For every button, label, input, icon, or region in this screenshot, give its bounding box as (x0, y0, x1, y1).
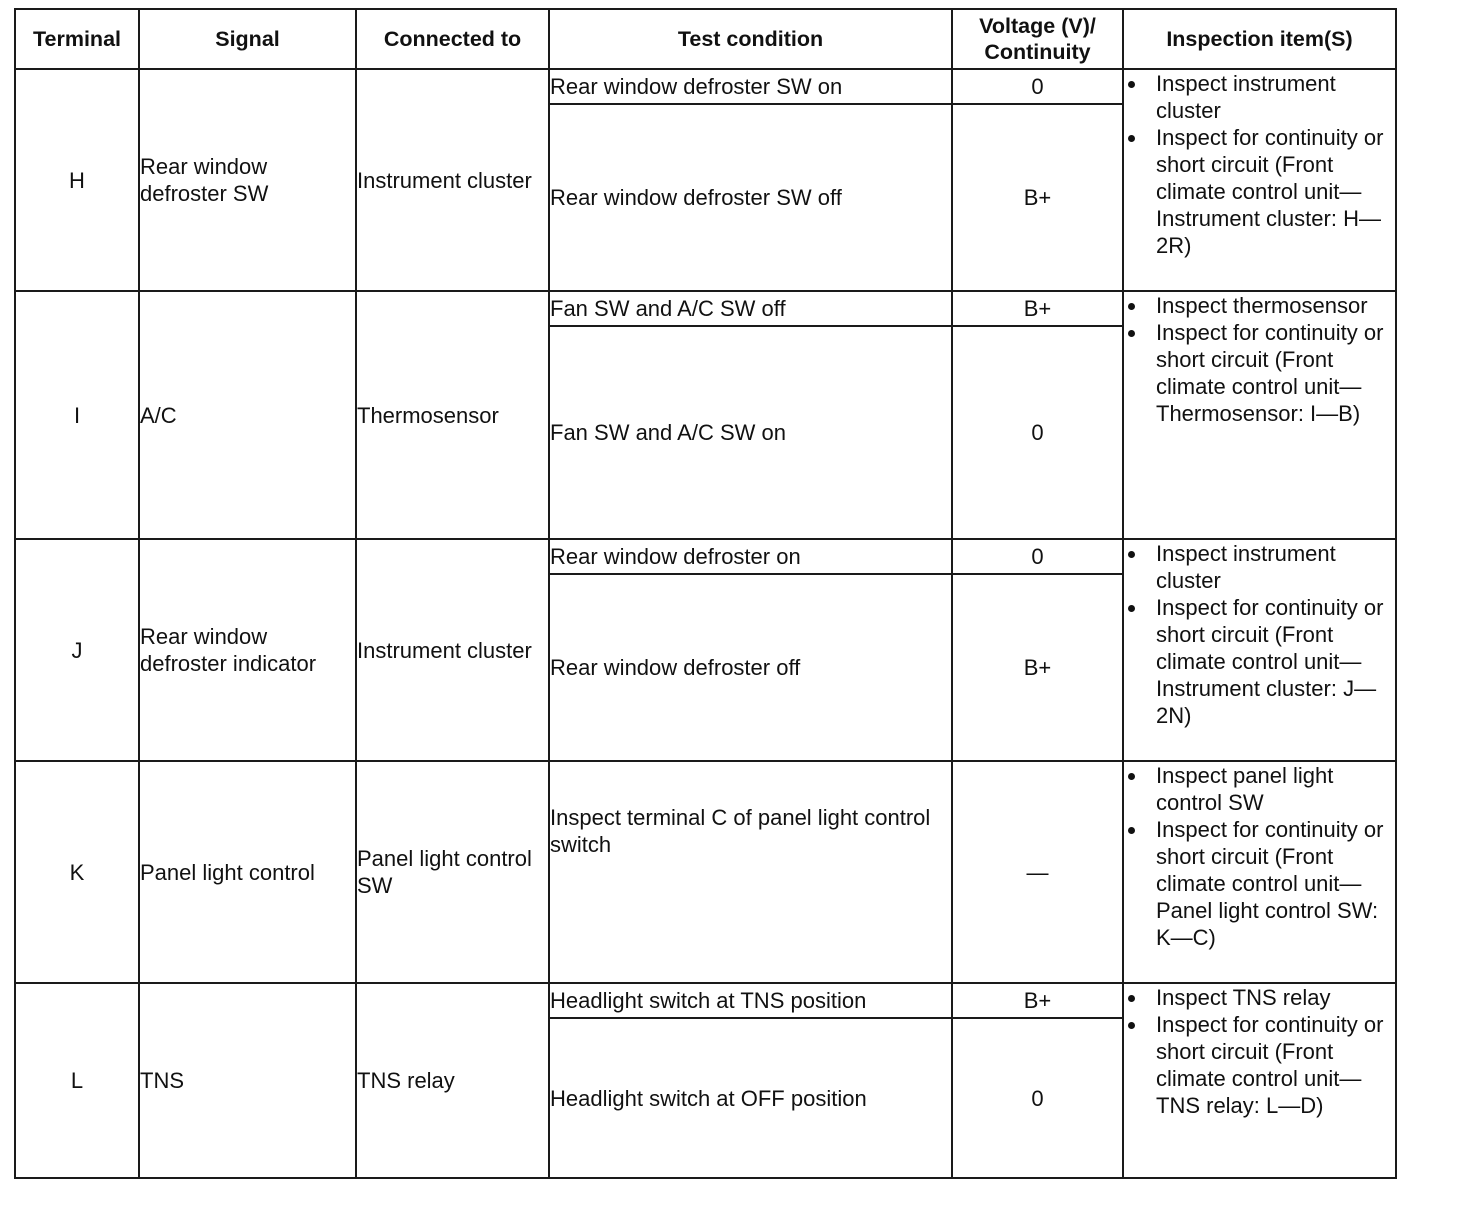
inspection-list (1124, 292, 1395, 427)
test-condition-cell: Fan SW and A/C SW on (549, 326, 952, 539)
voltage-cell: B+ (952, 291, 1123, 326)
table-row (15, 69, 1396, 104)
inspection-item: Inspect for continuity or short circuit (Front climate control unit—Instrument cluster: H—2R) (1124, 124, 1395, 259)
test-condition-cell: Rear window defroster SW off (549, 104, 952, 291)
terminal-cell: H (15, 69, 139, 291)
terminal-cell: K (15, 761, 139, 983)
connected-to-cell: TNS relay (356, 983, 549, 1178)
voltage-cell: B+ (952, 574, 1123, 761)
header-row (15, 9, 1396, 69)
inspection-list (1124, 540, 1395, 729)
inspection-item: Inspect for continuity or short circuit (Front climate control unit—Instrument cluster: J—2N) (1124, 594, 1395, 729)
terminal-cell: I (15, 291, 139, 539)
inspection-cell (1123, 761, 1396, 983)
inspection-cell (1123, 69, 1396, 291)
inspection-item: Inspect for continuity or short circuit (Front climate control unit—TNS relay: L—D) (1124, 1011, 1395, 1119)
inspection-list (1124, 984, 1395, 1119)
inspection-item: Inspect for continuity or short circuit (Front climate control unit—Thermosensor: I—B) (1124, 319, 1395, 427)
test-condition-cell: Headlight switch at TNS position (549, 983, 952, 1018)
connected-to-cell: Instrument cluster (356, 539, 549, 761)
header-voltage (952, 9, 1123, 69)
terminal-cell: L (15, 983, 139, 1178)
voltage-cell: — (952, 761, 1123, 983)
signal-cell: TNS (139, 983, 356, 1178)
signal-cell: Rear window defroster indicator (139, 539, 356, 761)
terminal-cell: J (15, 539, 139, 761)
inspection-cell (1123, 983, 1396, 1178)
inspection-item: Inspect instrument cluster (1124, 540, 1395, 594)
inspection-cell (1123, 291, 1396, 539)
test-condition-cell: Headlight switch at OFF position (549, 1018, 952, 1178)
inspection-item: Inspect panel light control SW (1124, 762, 1395, 816)
voltage-cell: 0 (952, 69, 1123, 104)
voltage-cell: 0 (952, 539, 1123, 574)
header-connected-to: Connected to (356, 9, 549, 69)
header-signal: Signal (139, 9, 356, 69)
connected-to-cell: Thermosensor (356, 291, 549, 539)
inspection-list (1124, 762, 1395, 951)
inspection-list (1124, 70, 1395, 259)
header-terminal: Terminal (15, 9, 139, 69)
inspection-item: Inspect instrument cluster (1124, 70, 1395, 124)
signal-cell: Panel light control (139, 761, 356, 983)
inspection-item: Inspect TNS relay (1124, 984, 1395, 1011)
connected-to-cell: Panel light control SW (356, 761, 549, 983)
voltage-cell: 0 (952, 326, 1123, 539)
header-voltage-line2: Continuity (984, 40, 1091, 64)
terminal-inspection-table (14, 8, 1397, 1179)
test-condition-cell: Rear window defroster SW on (549, 69, 952, 104)
header-inspection: Inspection item(S) (1123, 9, 1396, 69)
inspection-item: Inspect thermosensor (1124, 292, 1395, 319)
table-row (15, 761, 1396, 983)
inspection-cell (1123, 539, 1396, 761)
inspection-item: Inspect for continuity or short circuit (Front climate control unit—Panel light control SW: K—C) (1124, 816, 1395, 951)
test-condition-cell: Rear window defroster off (549, 574, 952, 761)
header-voltage-line1: Voltage (V)/ (979, 14, 1096, 38)
connected-to-cell: Instrument cluster (356, 69, 549, 291)
test-condition-cell: Fan SW and A/C SW off (549, 291, 952, 326)
signal-cell: Rear window defroster SW (139, 69, 356, 291)
voltage-cell: B+ (952, 104, 1123, 291)
table-row (15, 291, 1396, 326)
table-row (15, 983, 1396, 1018)
header-test-condition: Test condition (549, 9, 952, 69)
signal-cell: A/C (139, 291, 356, 539)
test-condition-cell: Inspect terminal C of panel light control switch (549, 761, 952, 983)
voltage-cell: 0 (952, 1018, 1123, 1178)
test-condition-cell: Rear window defroster on (549, 539, 952, 574)
voltage-cell: B+ (952, 983, 1123, 1018)
table-row (15, 539, 1396, 574)
